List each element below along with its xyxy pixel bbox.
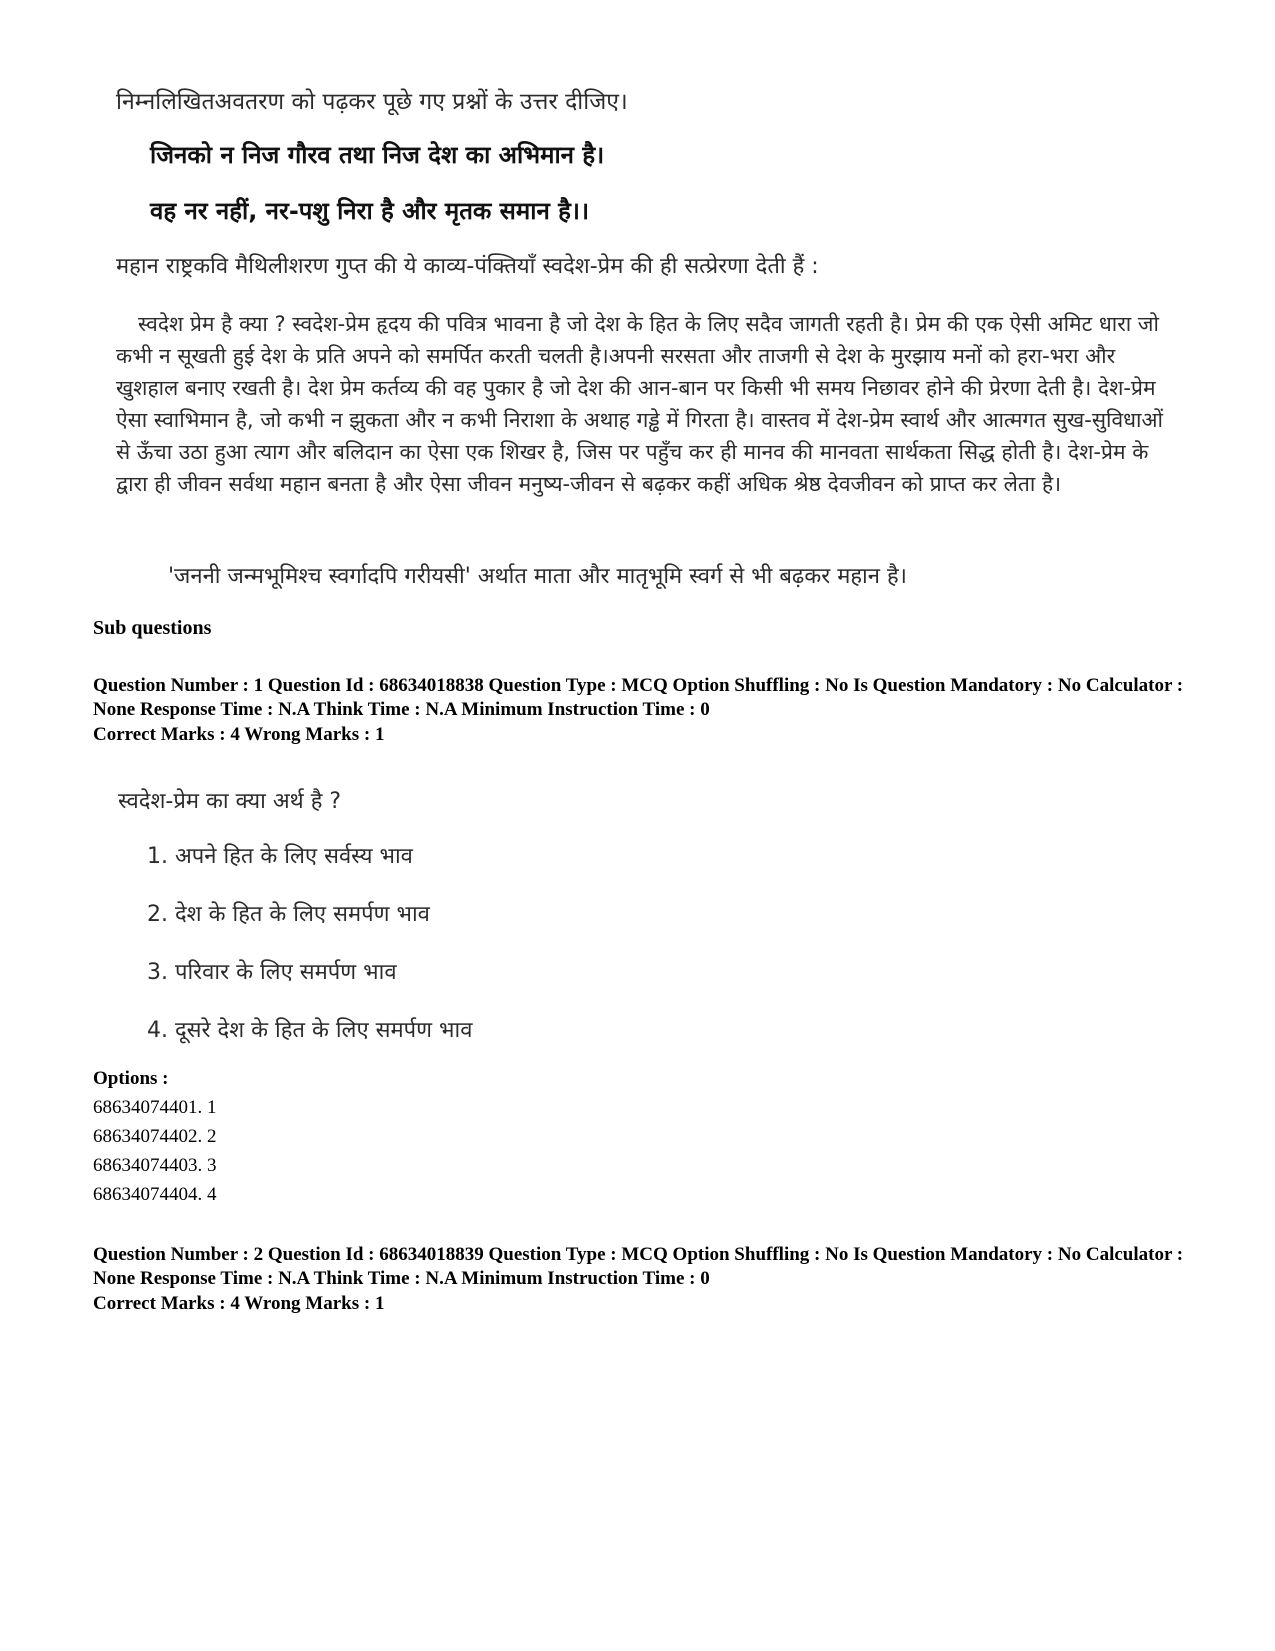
sub-questions-heading: Sub questions bbox=[93, 617, 212, 639]
passage-quote: 'जननी जन्मभूमिश्च स्वर्गादपि गरीयसी' अर्थात माता और मातृभूमि स्वर्ग से भी बढ़कर महान है। bbox=[168, 564, 907, 589]
passage-intro: महान राष्ट्रकवि मैथिलीशरण गुप्त की ये काव्य-पंक्तियाँ स्वदेश-प्रेम की ही सत्प्रेरणा देती हैं : bbox=[116, 254, 819, 279]
verse-line-1: जिनको न निज गौरव तथा निज देश का अभिमान है। bbox=[150, 141, 605, 169]
question-1-choice: 1. अपने हित के लिए सर्वस्य भाव bbox=[147, 844, 413, 869]
question-1-choice: 3. परिवार के लिए समर्पण भाव bbox=[147, 960, 397, 985]
passage-body: स्वदेश प्रेम है क्या ? स्वदेश-प्रेम हृदय की पवित्र भावना है जो देश के हित के लिए सदैव जागती रहती है। प्रेम की एक ऐसी अमिट धारा जो कभी न सूखती हुई देश के प्रति अपने को समर्पित करती चलती है।अपनी सरसता और ताजगी से देश के मुरझाय मनों को हरा-भरा और खुशहाल बनाए रखती है। देश प्रेम कर्तव्य की वह पुकार है जो देश की आन-बान पर किसी भी समय निछावर होने की प्रेरणा देती है। देश-प्रेम ऐसा स्वाभिमान है, जो कभी न झुकता और न कभी निराशा के अथाह गड्ढे में गिरता है। वास्तव में देश-प्रेम स्वार्थ और आत्मगत सुख-सुविधाओं से ऊँचा उठा हुआ त्याग और बलिदान का ऐसा एक शिखर है, जिस पर पहुँच कर ही मानव की मानवता सार्थकता सिद्ध होती है। देश-प्रेम के द्वारा ही जीवन सर्वथा महान बनता है और ऐसा जीवन मनुष्य-जीवन से बढ़कर कहीं अधिक श्रेष्ठ देवजीवन को प्राप्त कर लेता है। bbox=[116, 312, 1163, 496]
question-1-choice: 4. दूसरे देश के हित के लिए समर्पण भाव bbox=[147, 1018, 473, 1043]
question-2-meta: Question Number : 2 Question Id : 68634018839 Question Type : MCQ Option Shuffling : No Is Question Mandatory : No Calculator : None Response Time : N.A Think Time : N.A Minimum Instruction Time : 0 bbox=[93, 1244, 1184, 1289]
option-item: 68634074402. 2 bbox=[93, 1126, 217, 1147]
question-2-marks: Correct Marks : 4 Wrong Marks : 1 bbox=[93, 1293, 385, 1314]
question-1-meta: Question Number : 1 Question Id : 68634018838 Question Type : MCQ Option Shuffling : No Is Question Mandatory : No Calculator : None Response Time : N.A Think Time : N.A Minimum Instruction Time : 0 bbox=[93, 675, 1184, 720]
options-heading: Options : bbox=[93, 1068, 169, 1089]
verse-line-2: वह नर नहीं, नर-पशु निरा है और मृतक समान है।। bbox=[150, 197, 590, 225]
option-item: 68634074404. 4 bbox=[93, 1184, 217, 1205]
question-1-marks: Correct Marks : 4 Wrong Marks : 1 bbox=[93, 724, 385, 745]
passage-instruction: निम्नलिखितअवतरण को पढ़कर पूछे गए प्रश्नों के उत्तर दीजिए। bbox=[116, 89, 628, 115]
question-1-choice: 2. देश के हित के लिए समर्पण भाव bbox=[147, 902, 430, 927]
option-item: 68634074403. 3 bbox=[93, 1155, 217, 1176]
option-item: 68634074401. 1 bbox=[93, 1097, 217, 1118]
question-1-text: स्वदेश-प्रेम का क्या अर्थ है ? bbox=[118, 789, 342, 814]
